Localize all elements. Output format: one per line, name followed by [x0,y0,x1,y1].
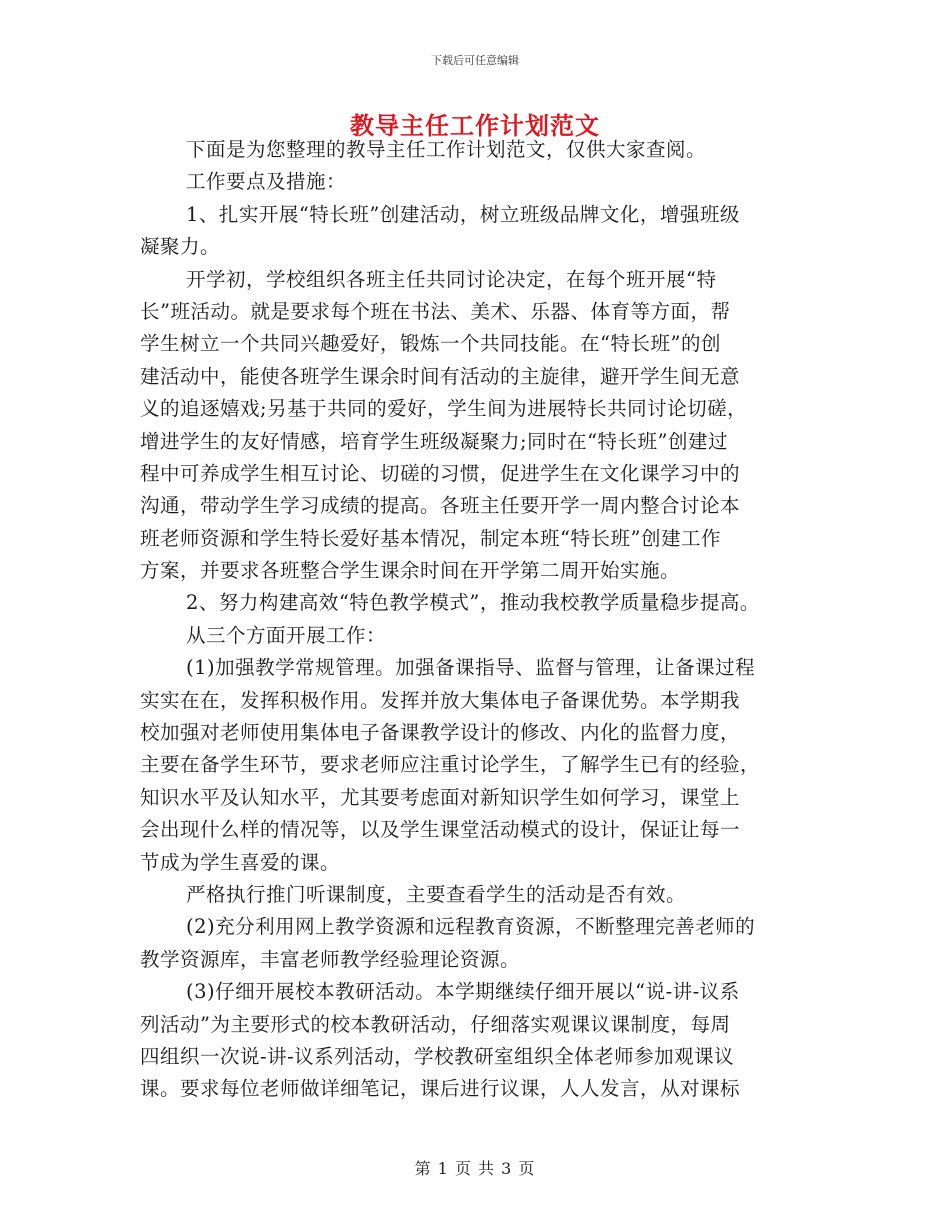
paragraph-line: 程中可养成学生相互讨论、切磋的习惯，促进学生在文化课学习中的 [140,461,741,485]
paragraph-line: 知识水平及认知水平，尤其要考虑面对新知识学生如何学习，课堂上 [140,785,741,809]
paragraph-line: 学生树立一个共同兴趣爱好，锻炼一个共同技能。在“特长班”的创 [140,332,721,356]
paragraph-line: 1、扎实开展“特长班”创建活动，树立班级品牌文化，增强班级 [186,202,740,226]
paragraph-line: 校加强对老师使用集体电子备课教学设计的修改、内化的监督力度， [140,721,741,745]
paragraph-line: 教学资源库，丰富老师教学经验理论资源。 [140,947,521,971]
paragraph-line: (2)充分利用网上教学资源和远程教育资源，不断整理完善老师的 [186,915,756,939]
paragraph-line: 严格执行推门听课制度，主要查看学生的活动是否有效。 [186,882,687,906]
paragraph-line: 义的追逐嬉戏;另基于共同的爱好，学生间为进展特长共同讨论切磋， [140,397,748,421]
paragraph-line: 四组织一次说-讲-议系列活动，学校教研室组织全体老师参加观课议 [140,1044,735,1068]
paragraph-line: 课。要求每位老师做详细笔记，课后进行议课，人人发言，从对课标 [140,1077,741,1101]
paragraph-line: 节成为学生喜爱的课。 [140,850,341,874]
paragraph-line: 方案，并要求各班整合学生课余时间在开学第二周开始实施。 [140,559,681,583]
paragraph-line: 开学初，学校组织各班主任共同讨论决定，在每个班开展“特 [186,267,717,291]
document-body [140,134,820,1106]
paragraph-line: 从三个方面开展工作： [186,623,387,647]
paragraph-line: 主要在备学生环节，要求老师应注重讨论学生，了解学生已有的经验， [140,753,761,777]
paragraph-line: 建活动中，能使各班学生课余时间有活动的主旋律，避开学生间无意 [140,364,741,388]
paragraph-line: 会出现什么样的情况等，以及学生课堂活动模式的设计，保证让每一 [140,818,741,842]
paragraph-line: (1)加强教学常规管理。加强备课指导、监督与管理，让备课过程 [186,656,756,680]
paragraph-line: 下面是为您整理的教导主任工作计划范文，仅供大家查阅。 [186,138,707,161]
paragraph-line: 班老师资源和学生特长爱好基本情况，制定本班“特长班”创建工作 [140,526,721,550]
page-number-footer: 第 1 页 共 3 页 [414,1159,536,1178]
paragraph-line: (3)仔细开展校本教研活动。本学期继续仔细开展以“说-讲-议系 [186,980,740,1004]
paragraph-line: 列活动”为主要形式的校本教研活动，仔细落实观课议课制度，每周 [140,1012,731,1036]
paragraph-line: 2、努力构建高效“特色教学模式”，推动我校教学质量稳步提高。 [186,591,760,615]
paragraph-line: 凝聚力。 [140,235,221,259]
paragraph-line: 增进学生的友好情感，培育学生班级凝聚力;同时在“特长班”创建过 [140,429,729,453]
document-title: 教导主任工作计划范文 [350,111,600,140]
header-note: 下载后可任意编辑 [431,54,519,67]
paragraph-line: 实实在在，发挥积极作用。发挥并放大集体电子备课优势。本学期我 [140,688,741,712]
paragraph-line: 工作要点及措施： [186,170,347,194]
paragraph-line: 长”班活动。就是要求每个班在书法、美术、乐器、体育等方面，帮 [140,299,731,323]
paragraph-line: 沟通，带动学生学习成绩的提高。各班主任要开学一周内整合讨论本 [140,494,741,518]
